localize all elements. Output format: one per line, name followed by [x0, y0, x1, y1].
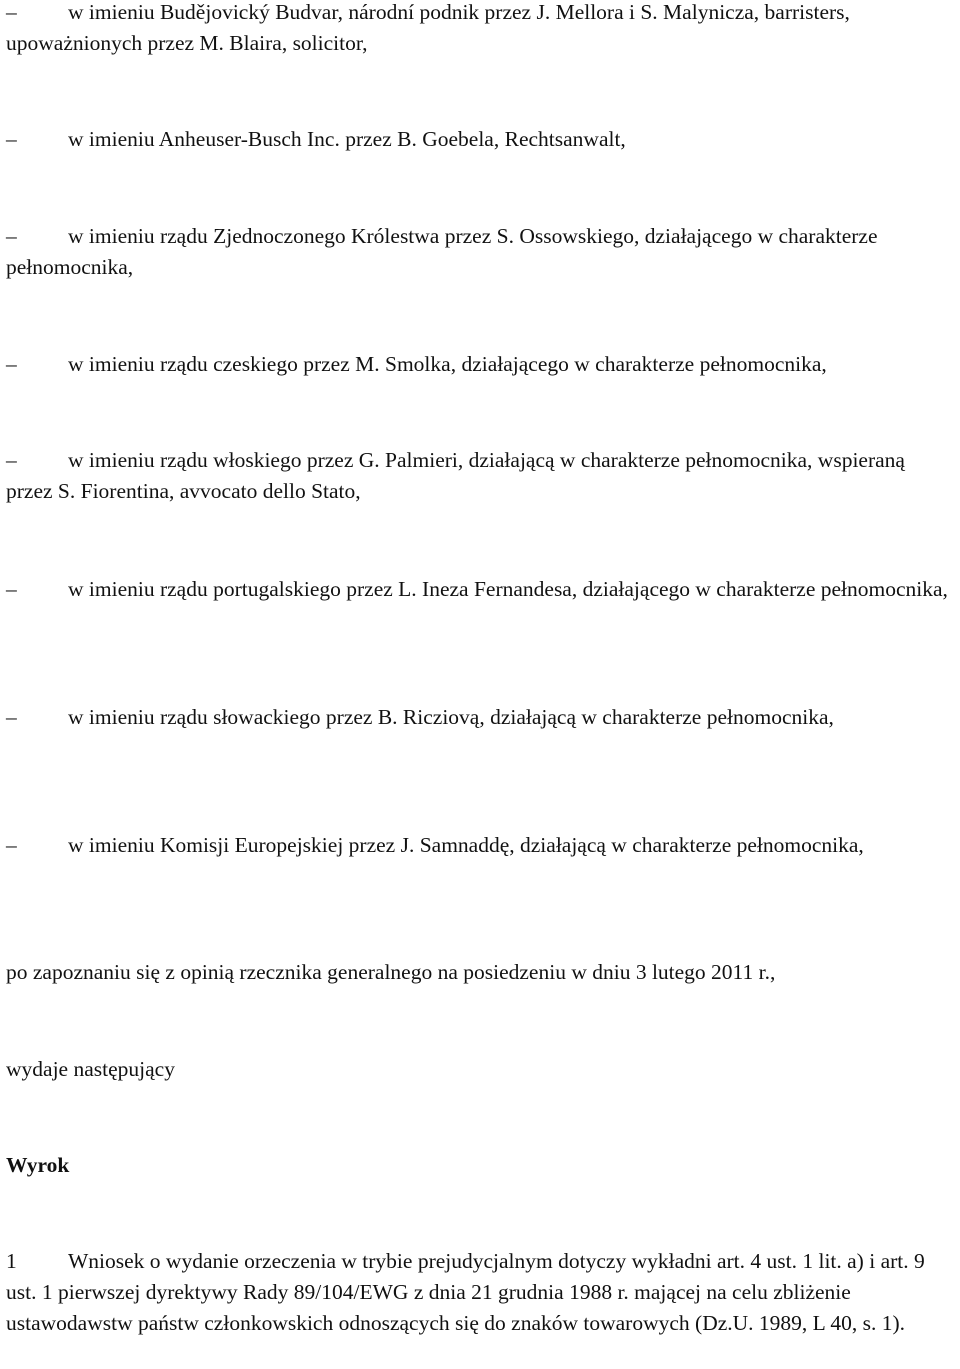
representative-item-slovak-government [6, 702, 956, 733]
dash-marker: – [6, 705, 17, 729]
representative-text: w imieniu Anheuser-Busch Inc. przez B. Goebela, Rechtsanwalt, [68, 127, 626, 151]
representative-text: w imieniu rządu Zjednoczonego Królestwa przez S. Ossowskiego, działającego w charakterze pełnomocnika, [6, 224, 878, 279]
representative-text: w imieniu rządu słowackiego przez B. Ricziovą, działającą w charakterze pełnomocnika, [68, 705, 834, 729]
representative-item-anheuser-busch [6, 124, 956, 155]
representative-item-italian-government [6, 445, 956, 507]
dash-marker: – [6, 352, 17, 376]
dash-marker: – [6, 127, 17, 151]
representative-item-european-commission [6, 830, 956, 861]
representative-text: w imieniu rządu czeskiego przez M. Smolka, działającego w charakterze pełnomocnika, [68, 352, 827, 376]
judgment-heading: Wyrok [6, 1153, 70, 1177]
representative-item-budvar [6, 0, 956, 59]
representative-text: w imieniu rządu włoskiego przez G. Palmieri, działającą w charakterze pełnomocnika, wspieraną przez S. Fiorentina, avvocato dello Stato, [6, 448, 905, 503]
representative-item-portuguese-government [6, 574, 956, 605]
dash-marker: – [6, 448, 17, 472]
advocate-general-opinion-line: po zapoznaniu się z opinią rzecznika generalnego na posiedzeniu w dniu 3 lutego 2011 r., [6, 960, 776, 984]
issues-line: wydaje następujący [6, 1057, 175, 1081]
dash-marker: – [6, 577, 17, 601]
representative-item-czech-government [6, 349, 956, 380]
dash-marker: – [6, 833, 17, 857]
dash-marker: – [6, 224, 17, 248]
dash-marker: – [6, 0, 17, 24]
representative-item-uk-government [6, 221, 956, 283]
representative-text: w imieniu rządu portugalskiego przez L. Ineza Fernandesa, działającego w charakterze pełnomocnika, [68, 577, 948, 601]
paragraph-text: Wniosek o wydanie orzeczenia w trybie prejudycjalnym dotyczy wykładni art. 4 ust. 1 lit. a) i art. 9 ust. 1 pierwszej dyrektywy Rady 89/104/EWG z dnia 21 grudnia 1988 r. mającej na celu zbliżenie ustawodawstw państw członkowskich odnoszących się do znaków towarowych (Dz.U. 1989, L 40, s. 1). [6, 1249, 925, 1335]
representative-text: w imieniu Budějovický Budvar, národní podnik przez J. Mellora i S. Malynicza, barristers, upoważnionych przez M. Blaira, solicitor, [6, 0, 850, 55]
numbered-paragraph-1 [6, 1246, 956, 1339]
paragraph-number: 1 [6, 1249, 17, 1273]
representative-text: w imieniu Komisji Europejskiej przez J. Samnaddę, działającą w charakterze pełnomocnika, [68, 833, 864, 857]
